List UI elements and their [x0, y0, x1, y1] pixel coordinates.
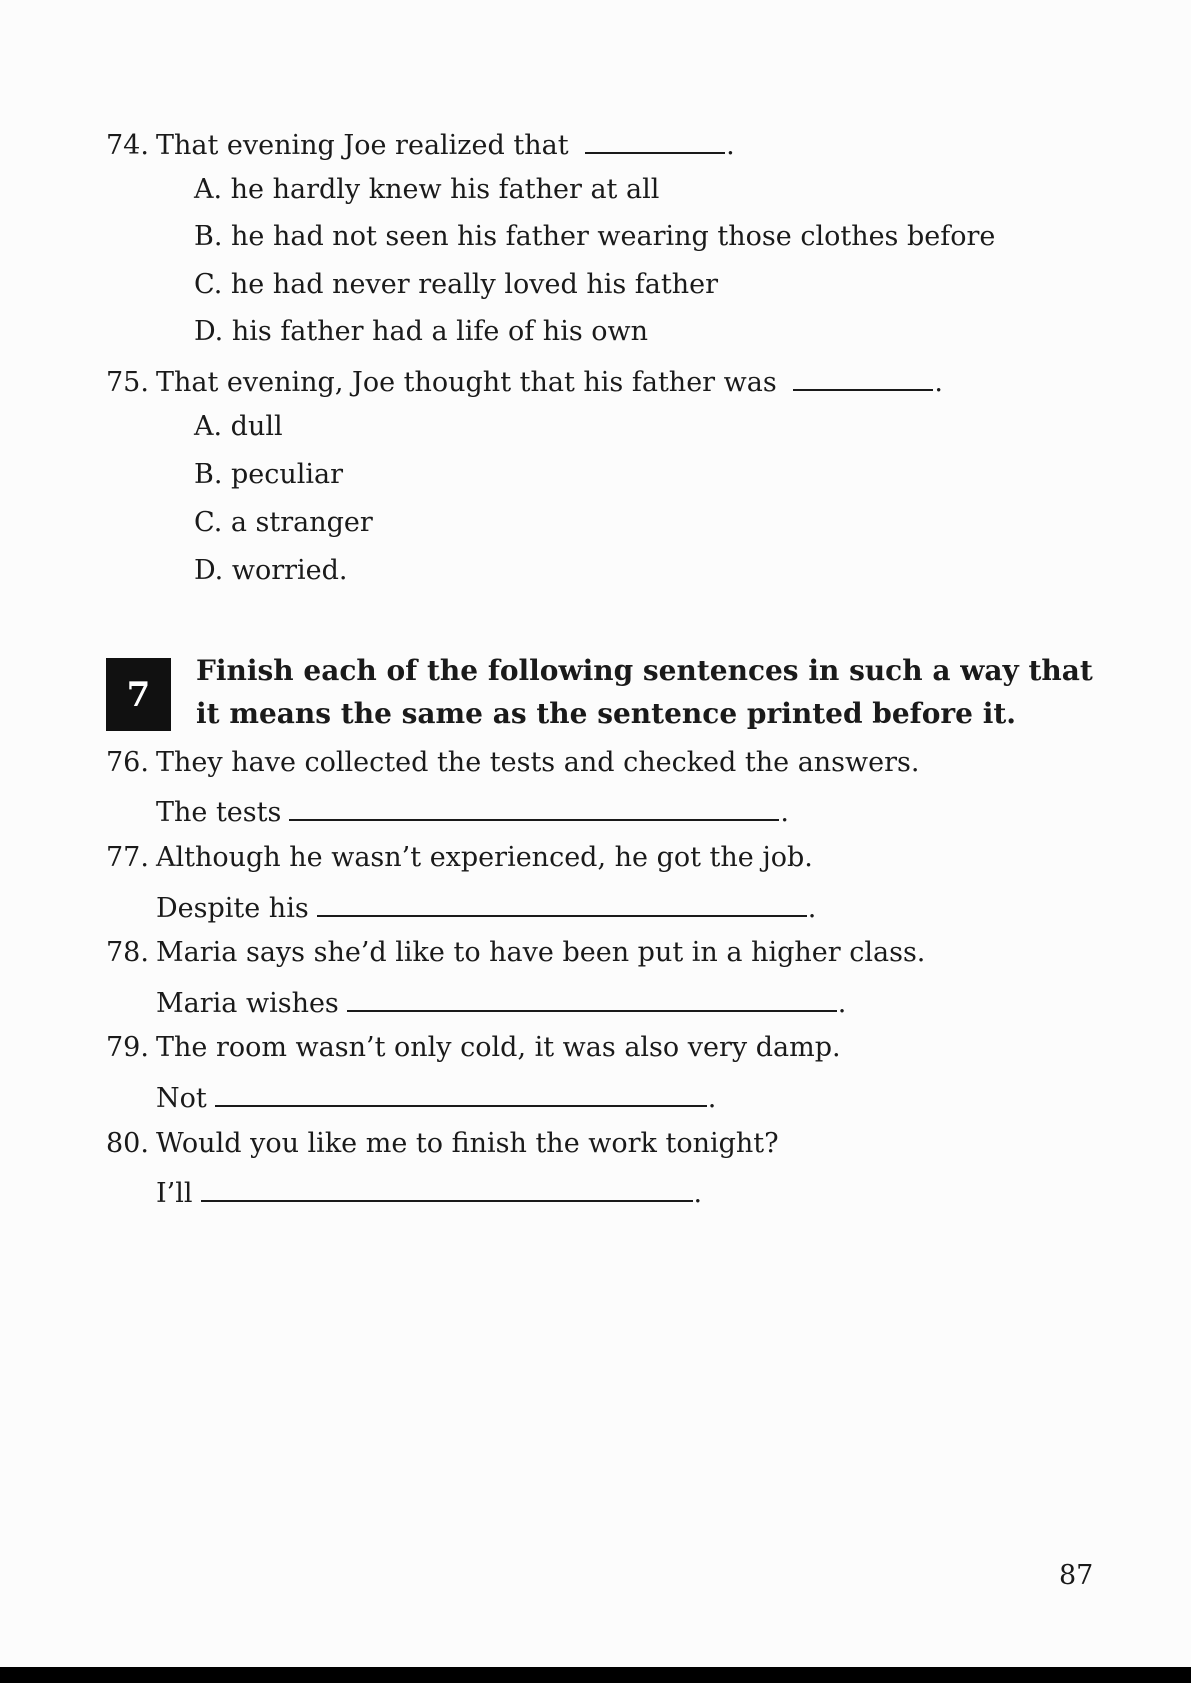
- option-c: C. a stranger: [194, 507, 373, 538]
- answer-blank[interactable]: [317, 889, 807, 917]
- answer-blank[interactable]: [347, 984, 837, 1012]
- transformation-79-answer: Not .: [156, 1079, 716, 1116]
- answer-blank[interactable]: [289, 793, 779, 821]
- question-75: 75. That evening, Joe thought that his father was .: [106, 363, 943, 400]
- prompt-start: Maria wishes: [156, 988, 339, 1019]
- question-number: 75.: [106, 367, 149, 398]
- prompt-start: I’ll: [156, 1178, 193, 1209]
- option-a: A. dull: [194, 411, 283, 442]
- transformation-77-sentence: [106, 841, 813, 875]
- question-number: 77.: [106, 842, 149, 873]
- transformation-76-answer: The tests .: [156, 793, 789, 830]
- option-b: B. peculiar: [194, 459, 344, 490]
- answer-blank[interactable]: [201, 1174, 693, 1202]
- answer-blank[interactable]: [793, 363, 933, 391]
- transformation-80-answer: I’ll .: [156, 1174, 702, 1211]
- original-sentence: The room wasn’t only cold, it was also very damp.: [156, 1032, 841, 1063]
- prompt-start: Not: [156, 1083, 207, 1114]
- option-c: C. he had never really loved his father: [194, 269, 719, 300]
- question-number: 78.: [106, 937, 149, 968]
- transformation-79-sentence: [106, 1031, 841, 1065]
- question-number: 74.: [106, 130, 149, 161]
- original-sentence: Maria says she’d like to have been put in a higher class.: [156, 937, 926, 968]
- original-sentence: They have collected the tests and checked the answers.: [156, 747, 920, 778]
- question-number: 76.: [106, 747, 149, 778]
- prompt-start: Despite his: [156, 893, 309, 924]
- scan-edge-bar: [0, 1667, 1191, 1683]
- option-b: B. he had not seen his father wearing those clothes before: [194, 221, 996, 252]
- page-number: 87: [1059, 1560, 1094, 1591]
- section-instruction-line-1: Finish each of the following sentences in such a way that: [196, 654, 1093, 687]
- answer-blank[interactable]: [585, 126, 725, 154]
- transformation-78-sentence: [106, 936, 925, 970]
- answer-blank[interactable]: [215, 1079, 707, 1107]
- section-instruction-line-2: it means the same as the sentence printed before it.: [196, 697, 1017, 730]
- prompt-start: The tests: [156, 797, 282, 828]
- option-a: A. he hardly knew his father at all: [194, 174, 660, 205]
- question-stem: That evening Joe realized that: [156, 130, 569, 161]
- original-sentence: Would you like me to finish the work tonight?: [156, 1128, 779, 1159]
- question-number: 80.: [106, 1128, 149, 1159]
- option-d: D. his father had a life of his own: [194, 316, 649, 347]
- question-number: 79.: [106, 1032, 149, 1063]
- question-stem: That evening, Joe thought that his father was: [156, 367, 777, 398]
- option-d: D. worried.: [194, 555, 348, 586]
- transformation-80-sentence: [106, 1127, 779, 1161]
- transformation-77-answer: Despite his .: [156, 889, 816, 926]
- original-sentence: Although he wasn’t experienced, he got the job.: [156, 842, 813, 873]
- transformation-76-sentence: [106, 746, 919, 780]
- question-74: 74. That evening Joe realized that .: [106, 126, 735, 163]
- transformation-78-answer: Maria wishes .: [156, 984, 846, 1021]
- section-number-badge: 7: [106, 658, 171, 731]
